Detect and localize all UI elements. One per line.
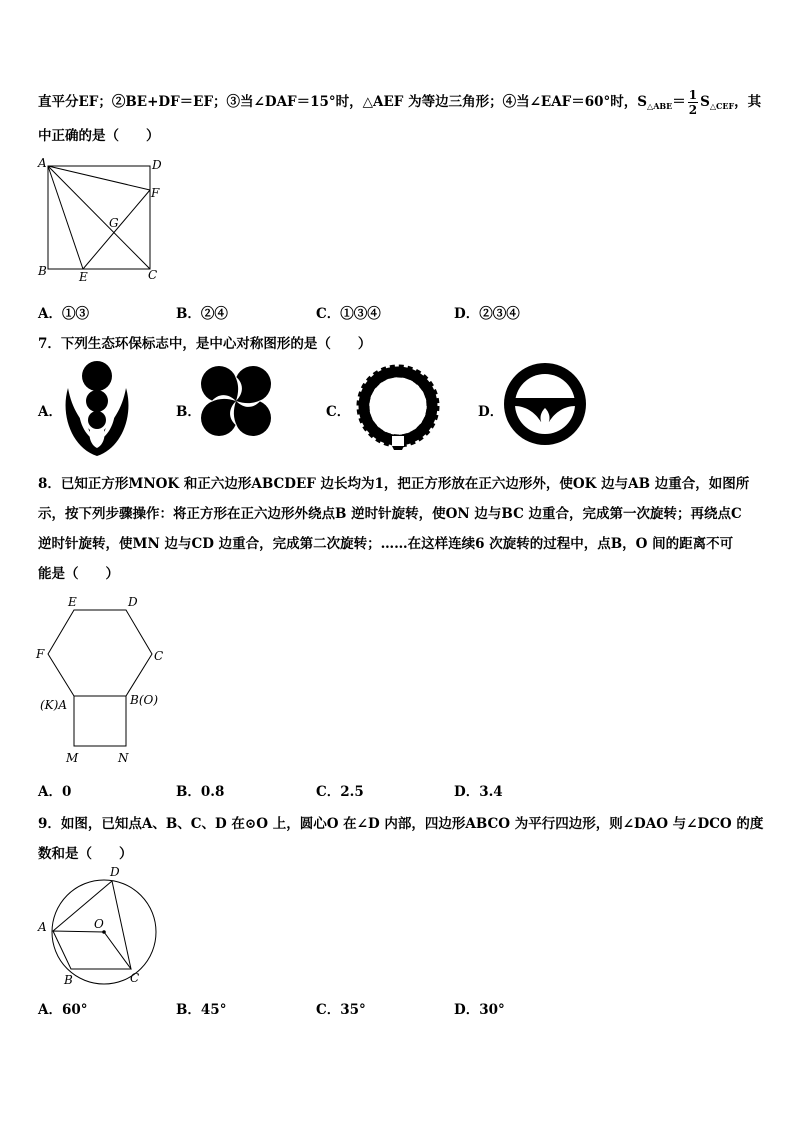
q6-line1 (38, 88, 761, 117)
label-m: M (66, 751, 79, 765)
square-mnok (74, 696, 126, 746)
segment-ae (48, 166, 83, 269)
q6-fraction (688, 88, 698, 117)
q6-option-c[interactable]: C．①③④ (316, 306, 381, 322)
q6-figure (30, 155, 170, 285)
label-d: D (110, 865, 120, 879)
q6-frac-num: 1 (688, 88, 698, 102)
label-bo: B(O) (130, 693, 159, 707)
label-ka: (K)A (40, 698, 67, 712)
q8-line4: 能是（ ） (38, 566, 119, 582)
q7-stem: 7．下列生态环保标志中，是中心对称图形的是（ ） (38, 336, 372, 352)
label-a: A (38, 920, 47, 934)
segment-af (48, 166, 150, 190)
circle-leaf-logo-icon (503, 362, 587, 446)
label-c: C (130, 971, 140, 985)
q6-option-b[interactable]: B．②④ (176, 306, 228, 322)
q9-option-b[interactable]: B．45° (176, 1002, 227, 1018)
q6-sub-abe: △ABE (647, 101, 673, 111)
q7-option-b[interactable]: B． (176, 404, 201, 420)
q7-option-a[interactable]: A． (38, 404, 62, 420)
label-b: B (64, 973, 73, 987)
q9-figure (34, 862, 164, 992)
q8-option-b[interactable]: B．0.8 (176, 784, 225, 800)
q8-line1: 8．已知正方形MNOK 和正六边形ABCDEF 边长均为1，把正方形放在正六边形外，使OK 边与AB 边重合，如图所 (38, 476, 750, 492)
q7-option-c[interactable]: C． (326, 404, 351, 420)
label-f: F (36, 647, 45, 661)
q9-option-d[interactable]: D．30° (454, 1002, 505, 1018)
parallelogram-abco (53, 931, 131, 969)
label-b: B (38, 264, 47, 278)
label-f: F (151, 186, 160, 200)
label-e: E (79, 270, 88, 284)
laurel-wreath-logo-icon (350, 362, 446, 454)
q9-option-a[interactable]: A．60° (38, 1002, 88, 1018)
label-e: E (68, 595, 77, 609)
q6-line2: 中正确的是（ ） (38, 128, 160, 144)
flame-stack-logo-icon (62, 360, 132, 460)
label-a: A (38, 156, 47, 170)
q8-option-d[interactable]: D．3.4 (454, 784, 503, 800)
hexagon-abcdef (48, 610, 152, 696)
label-d: D (128, 595, 138, 609)
q8-figure (30, 590, 180, 770)
q8-line2: 示，按下列步骤操作：将正方形在正六边形外绕点B 逆时针旋转，使ON 边与BC 边重合，完成第一次旋转；再绕点C (38, 506, 742, 522)
q6-frac-den: 2 (688, 103, 698, 117)
q8-option-a[interactable]: A．0 (38, 784, 72, 800)
four-leaf-swirl-logo-icon (197, 362, 275, 440)
segment-ac (48, 166, 150, 269)
q7-option-d[interactable]: D． (478, 404, 504, 420)
q6-option-a[interactable]: A．①③ (38, 306, 89, 322)
q8-option-c[interactable]: C．2.5 (316, 784, 364, 800)
label-g: G (109, 216, 119, 230)
q6-s2: S (700, 94, 710, 110)
label-c: C (154, 649, 164, 663)
q6-option-d[interactable]: D．②③④ (454, 306, 520, 322)
q9-line1: 9．如图，已知点A、B、C、D 在⊙O 上，圆心O 在∠D 内部，四边形ABCO 为平行四边形，则∠DAO 与∠DCO 的度 (38, 816, 764, 832)
q6-line1-end: ，其 (734, 94, 762, 110)
q6-sub-cef: △CEF (709, 101, 735, 111)
q6-line1-text: 直平分EF；②BE+DF＝EF；③当∠DAF＝15°时，△AEF 为等边三角形；④当∠EAF＝60°时，S (38, 94, 648, 110)
q9-option-c[interactable]: C．35° (316, 1002, 366, 1018)
label-d: D (152, 158, 162, 172)
label-n: N (118, 751, 129, 765)
label-c: C (148, 268, 158, 282)
label-o: O (94, 917, 104, 931)
q9-line2: 数和是（ ） (38, 846, 133, 862)
q8-line3: 逆时针旋转，使MN 边与CD 边重合，完成第二次旋转；……在这样连续6 次旋转的过程中，点B，O 间的距离不可 (38, 536, 734, 552)
q6-equals: ＝ (672, 94, 686, 110)
